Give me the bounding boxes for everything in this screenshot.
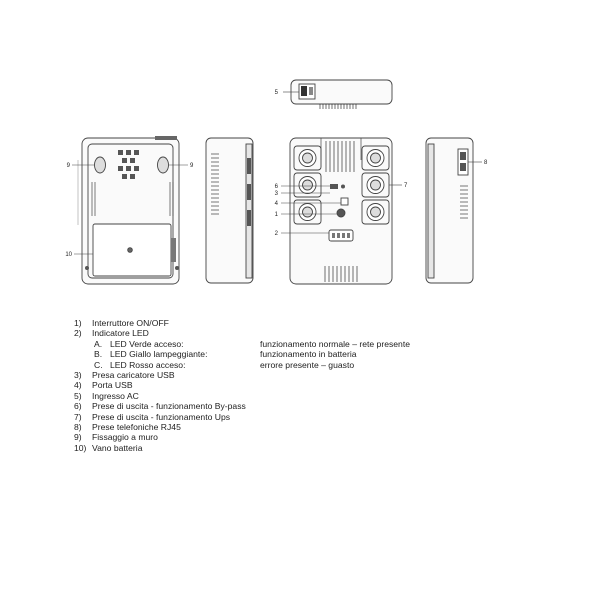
right-side-view [426,138,482,283]
legend-text: Prese di uscita - funzionamento Ups [92,411,231,422]
legend-sub-label: LED Rosso acceso: [110,359,186,370]
legend-sub-desc: errore presente – guasto [260,359,355,370]
callout-5: 5 [274,90,278,96]
legend-num: 10) [74,442,87,453]
top-vent [320,104,356,109]
callout-7: 7 [404,183,408,189]
legend-sub-letter: C. [94,359,103,370]
legend-item-7 [74,412,410,422]
legend-num: 8) [74,422,82,433]
callout-3: 3 [274,191,278,197]
callout-10: 10 [65,252,72,258]
legend [74,318,410,453]
legend-text: Prese di uscita - funzionamento By-pass [92,401,246,412]
legend-num: 9) [74,432,82,443]
legend-num: 7) [74,411,82,422]
left-side-view [206,138,253,283]
callout-9-right: 9 [190,163,194,169]
top-view [283,80,392,109]
legend-num: 4) [74,380,82,391]
legend-item-1 [74,318,410,328]
legend-num: 5) [74,390,82,401]
legend-sub-desc: funzionamento normale – rete presente [260,338,411,349]
legend-num: 6) [74,401,82,412]
callout-4: 4 [274,201,278,207]
callout-6: 6 [274,184,278,190]
legend-sub-desc: funzionamento in batteria [260,349,357,360]
led-indicator [341,185,345,189]
legend-text: Presa caricatore USB [92,370,175,381]
legend-subitem-c [74,360,410,370]
legend-text: Interruttore ON/OFF [92,318,169,328]
legend-sub-letter: B. [94,349,103,360]
wall-mount-hole-right [158,157,169,173]
legend-subitem-b [74,349,410,359]
legend-item-10 [74,443,410,453]
legend-num: 3) [74,370,82,381]
legend-item-4 [74,380,410,390]
legend-text: Prese telefoniche RJ45 [92,422,181,433]
back-view [72,136,188,284]
battery-compartment-cover [85,224,179,276]
legend-text: Fissaggio a muro [92,432,158,443]
legend-subitem-a [74,339,410,349]
legend-sub-label: LED Giallo lampeggiante: [110,349,208,360]
callout-8: 8 [484,160,488,166]
front-view [281,138,402,284]
wall-mount-hole-left [95,157,106,173]
legend-item-3 [74,370,410,380]
legend-text: Ingresso AC [92,390,139,401]
legend-item-8 [74,422,410,432]
legend-item-5 [74,391,410,401]
legend-sub-label: LED Verde acceso: [110,338,184,349]
legend-text: Indicatore LED [92,328,149,339]
usb-port [341,198,348,205]
callout-9-left: 9 [66,163,70,169]
legend-num: 2) [74,328,82,339]
legend-text: Vano batteria [92,442,143,453]
legend-item-2 [74,328,410,338]
legend-item-9 [74,432,410,442]
callout-2: 2 [274,231,278,237]
callout-1: 1 [274,212,278,218]
legend-item-6 [74,401,410,411]
legend-num: 1) [74,318,82,328]
legend-sub-letter: A. [94,338,103,349]
on-off-switch [337,209,345,217]
usb-charger-port [330,184,338,189]
legend-text: Porta USB [92,380,133,391]
